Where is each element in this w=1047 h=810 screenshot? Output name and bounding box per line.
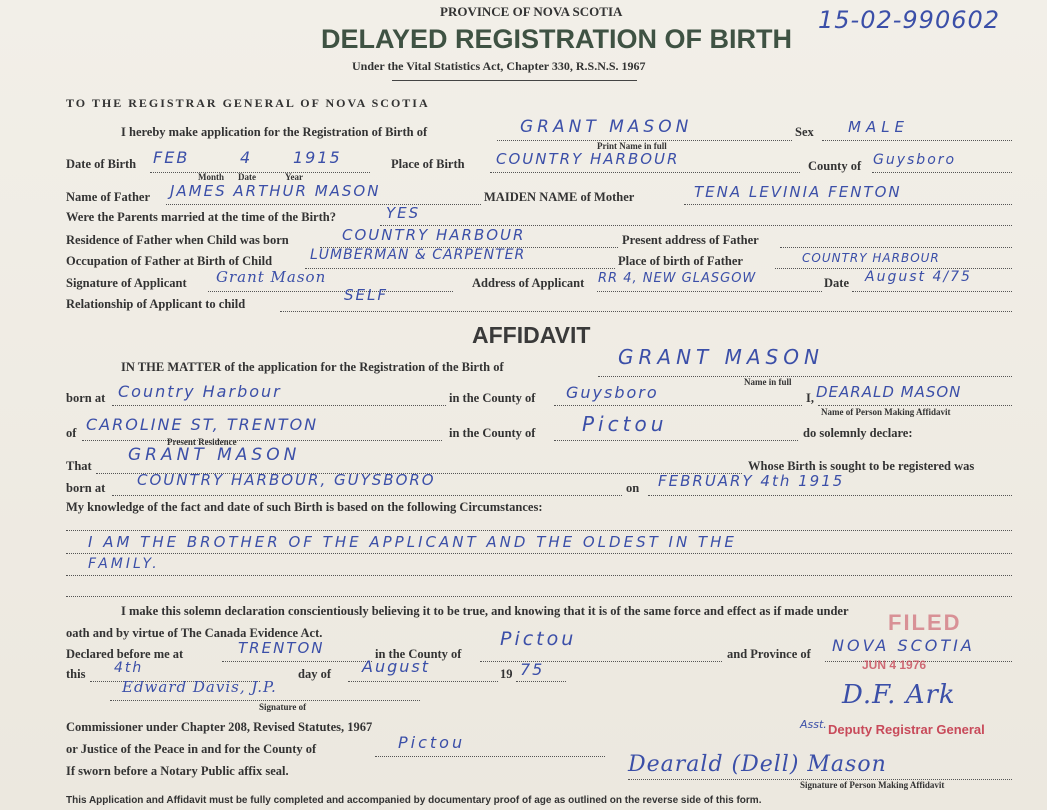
matter-text: IN THE MATTER of the application for the Registration of the Birth of bbox=[121, 360, 504, 374]
born-at2-value: COUNTRY HARBOUR, GUYSBORO bbox=[137, 471, 436, 489]
declare-label: do solemnly declare: bbox=[803, 426, 913, 440]
present-addr-label: Present address of Father bbox=[622, 233, 759, 247]
affidavit-child-name: GRANT MASON bbox=[618, 345, 824, 369]
pob-line bbox=[490, 172, 800, 173]
declarant-signature: Dearald (Dell) Mason bbox=[628, 752, 887, 777]
born-at-label: born at bbox=[66, 391, 106, 405]
mother-name: TENA LEVINIA FENTON bbox=[694, 183, 902, 201]
form-title: DELAYED REGISTRATION OF BIRTH bbox=[321, 24, 793, 54]
circumstance-line-4 bbox=[66, 596, 1012, 597]
header-rule bbox=[392, 80, 637, 81]
solemn-text-2: oath and by virtue of The Canada Evidence Act. bbox=[66, 626, 323, 640]
father-name: JAMES ARTHUR MASON bbox=[170, 182, 381, 200]
year-prefix: 19 bbox=[500, 667, 513, 681]
that-name: GRANT MASON bbox=[128, 445, 301, 465]
born-county-value: Guysboro bbox=[566, 383, 659, 402]
solemn-text-1: I make this solemn declaration conscientiously believing it to be true, and knowing that it is of the same force and effect as if made under bbox=[121, 604, 849, 618]
child-name: GRANT MASON bbox=[520, 117, 693, 137]
residence-value: COUNTRY HARBOUR bbox=[342, 226, 526, 244]
born-at-value: Country Harbour bbox=[118, 382, 282, 401]
year-suffix: 75 bbox=[520, 660, 545, 679]
notary-label: If sworn before a Notary Public affix seal. bbox=[66, 764, 289, 778]
occupation-label: Occupation of Father at Birth of Child bbox=[66, 254, 273, 268]
residence-county: Pictou bbox=[582, 412, 668, 436]
province-value: NOVA SCOTIA bbox=[832, 636, 975, 655]
applicant-address: RR 4, NEW GLASGOW bbox=[598, 271, 757, 286]
dob-line bbox=[150, 172, 370, 173]
dob-month: FEB bbox=[153, 148, 190, 167]
commissioner-signature-line bbox=[110, 700, 420, 701]
circumstance-text-1: I AM THE BROTHER OF THE APPLICANT AND THE OLDEST IN THE bbox=[88, 533, 737, 551]
sex-label: Sex bbox=[795, 125, 814, 139]
name-in-full-hint: Name in full bbox=[744, 377, 792, 387]
that-label: That bbox=[66, 459, 92, 473]
commissioner-label: Commissioner under Chapter 208, Revised Statutes, 1967 bbox=[66, 720, 373, 734]
on-label: on bbox=[626, 481, 640, 495]
declared-at-line bbox=[222, 661, 372, 662]
residence-county-line bbox=[554, 440, 798, 441]
affidavit-heading: AFFIDAVIT bbox=[472, 322, 591, 348]
residence-county-label: in the County of bbox=[449, 426, 536, 440]
date-hint: Date bbox=[238, 172, 256, 182]
relationship-label: Relationship of Applicant to child bbox=[66, 297, 246, 311]
intro-text: I hereby make application for the Registration of Birth of bbox=[121, 125, 428, 139]
occupation-line bbox=[305, 268, 615, 269]
applicant-address-line bbox=[597, 291, 822, 292]
father-label: Name of Father bbox=[66, 190, 150, 204]
signature-label: Signature of Applicant bbox=[66, 276, 187, 290]
on-date-line bbox=[648, 495, 1012, 496]
justice-county: Pictou bbox=[398, 733, 466, 752]
year-line bbox=[516, 681, 566, 682]
present-addr-line bbox=[780, 247, 1012, 248]
born-at2-line bbox=[112, 495, 622, 496]
relationship-value: SELF bbox=[344, 286, 388, 304]
knowledge-label: My knowledge of the fact and date of such Birth is based on the following Circumstances: bbox=[66, 500, 543, 514]
footer-note: This Application and Affidavit must be fully completed and accompanied by documentary proof of age as outlined on the reverse side of this form. bbox=[66, 795, 762, 806]
whose-birth-label: Whose Birth is sought to be registered was bbox=[748, 459, 975, 473]
asst-prefix: Asst. bbox=[800, 718, 827, 731]
married-label: Were the Parents married at the time of the Birth? bbox=[66, 210, 336, 224]
application-date-label: Date bbox=[824, 276, 849, 290]
sex-line bbox=[822, 140, 1012, 141]
signature-of-hint: Signature of bbox=[259, 702, 307, 712]
mother-line bbox=[684, 204, 1012, 205]
declarant-line bbox=[818, 405, 1012, 406]
application-date: August 4/75 bbox=[865, 269, 972, 285]
year-hint: Year bbox=[285, 172, 303, 182]
occupation-value: LUMBERMAN & CARPENTER bbox=[310, 247, 526, 263]
declarant-name: DEARALD MASON bbox=[816, 383, 962, 401]
registrar-signature: D.F. Ark bbox=[842, 680, 956, 710]
commissioner-signature: Edward Davis, J.P. bbox=[122, 678, 277, 696]
this-label: this bbox=[66, 667, 86, 681]
declared-county-line bbox=[480, 661, 722, 662]
declared-at: TRENTON bbox=[238, 639, 325, 657]
declarant-residence: CAROLINE ST, TRENTON bbox=[86, 415, 319, 434]
justice-label: or Justice of the Peace in and for the County of bbox=[66, 742, 317, 756]
application-date-line bbox=[852, 291, 1012, 292]
circumstance-line-3 bbox=[66, 575, 1012, 576]
matter-name-line bbox=[598, 376, 1012, 377]
day-value: 4th bbox=[114, 660, 144, 676]
form-subtitle: Under the Vital Statistics Act, Chapter 330, R.S.N.S. 1967 bbox=[352, 59, 646, 73]
day-of-label: day of bbox=[298, 667, 331, 681]
filed-date-stamp: JUN 4 1976 bbox=[862, 658, 927, 672]
residence-hint: Present Residence bbox=[167, 437, 237, 447]
addressee: TO THE REGISTRAR GENERAL OF NOVA SCOTIA bbox=[66, 96, 430, 110]
residence-label: Residence of Father when Child was born bbox=[66, 233, 289, 247]
province-heading: PROVINCE OF NOVA SCOTIA bbox=[440, 4, 623, 19]
residence-aff-line bbox=[82, 440, 442, 441]
signature-line bbox=[208, 291, 453, 292]
dob-label: Date of Birth bbox=[66, 157, 137, 171]
applicant-address-label: Address of Applicant bbox=[472, 276, 585, 290]
on-date: FEBRUARY 4th 1915 bbox=[658, 472, 845, 490]
father-birthplace-label: Place of birth of Father bbox=[618, 254, 743, 268]
mother-label: MAIDEN NAME of Mother bbox=[484, 190, 635, 204]
i-label: I, bbox=[806, 391, 814, 405]
born-county-line bbox=[554, 405, 802, 406]
month-value: August bbox=[362, 657, 430, 676]
born-at2-label: born at bbox=[66, 481, 106, 495]
circumstance-line-2 bbox=[66, 553, 1012, 554]
county-line bbox=[872, 172, 1012, 173]
born-county-label: in the County of bbox=[449, 391, 536, 405]
dob-date: 4 bbox=[240, 148, 253, 167]
filed-stamp: FILED bbox=[888, 610, 962, 635]
county-label: County of bbox=[808, 159, 862, 173]
circumstance-text-2: FAMILY. bbox=[88, 556, 160, 572]
county-value: Guysboro bbox=[873, 152, 957, 168]
born-at-line bbox=[112, 405, 446, 406]
dob-year: 1915 bbox=[293, 148, 342, 167]
declarant-hint: Name of Person Making Affidavit bbox=[821, 407, 951, 417]
applicant-signature: Grant Mason bbox=[216, 268, 327, 286]
justice-county-line bbox=[375, 756, 605, 757]
declared-label: Declared before me at bbox=[66, 647, 184, 661]
deputy-registrar-stamp: Deputy Registrar General bbox=[828, 722, 985, 737]
month-line bbox=[348, 681, 498, 682]
pob-value: COUNTRY HARBOUR bbox=[496, 150, 680, 168]
declared-county: Pictou bbox=[500, 628, 577, 650]
pob-label: Place of Birth bbox=[391, 157, 465, 171]
relationship-line bbox=[280, 311, 1012, 312]
reference-number: 15-02-990602 bbox=[818, 6, 1001, 34]
father-birthplace-value: COUNTRY HARBOUR bbox=[802, 251, 940, 265]
father-line bbox=[166, 204, 481, 205]
circumstance-line-1 bbox=[66, 530, 1012, 531]
province-label: and Province of bbox=[727, 647, 811, 661]
declared-county-label: in the County of bbox=[375, 647, 462, 661]
of-label: of bbox=[66, 426, 77, 440]
married-value: YES bbox=[386, 204, 421, 222]
print-hint: Print Name in full bbox=[597, 141, 667, 151]
month-hint: Month bbox=[198, 172, 225, 182]
declarant-signature-hint: Signature of Person Making Affidavit bbox=[800, 780, 945, 790]
sex-value: MALE bbox=[848, 118, 910, 136]
